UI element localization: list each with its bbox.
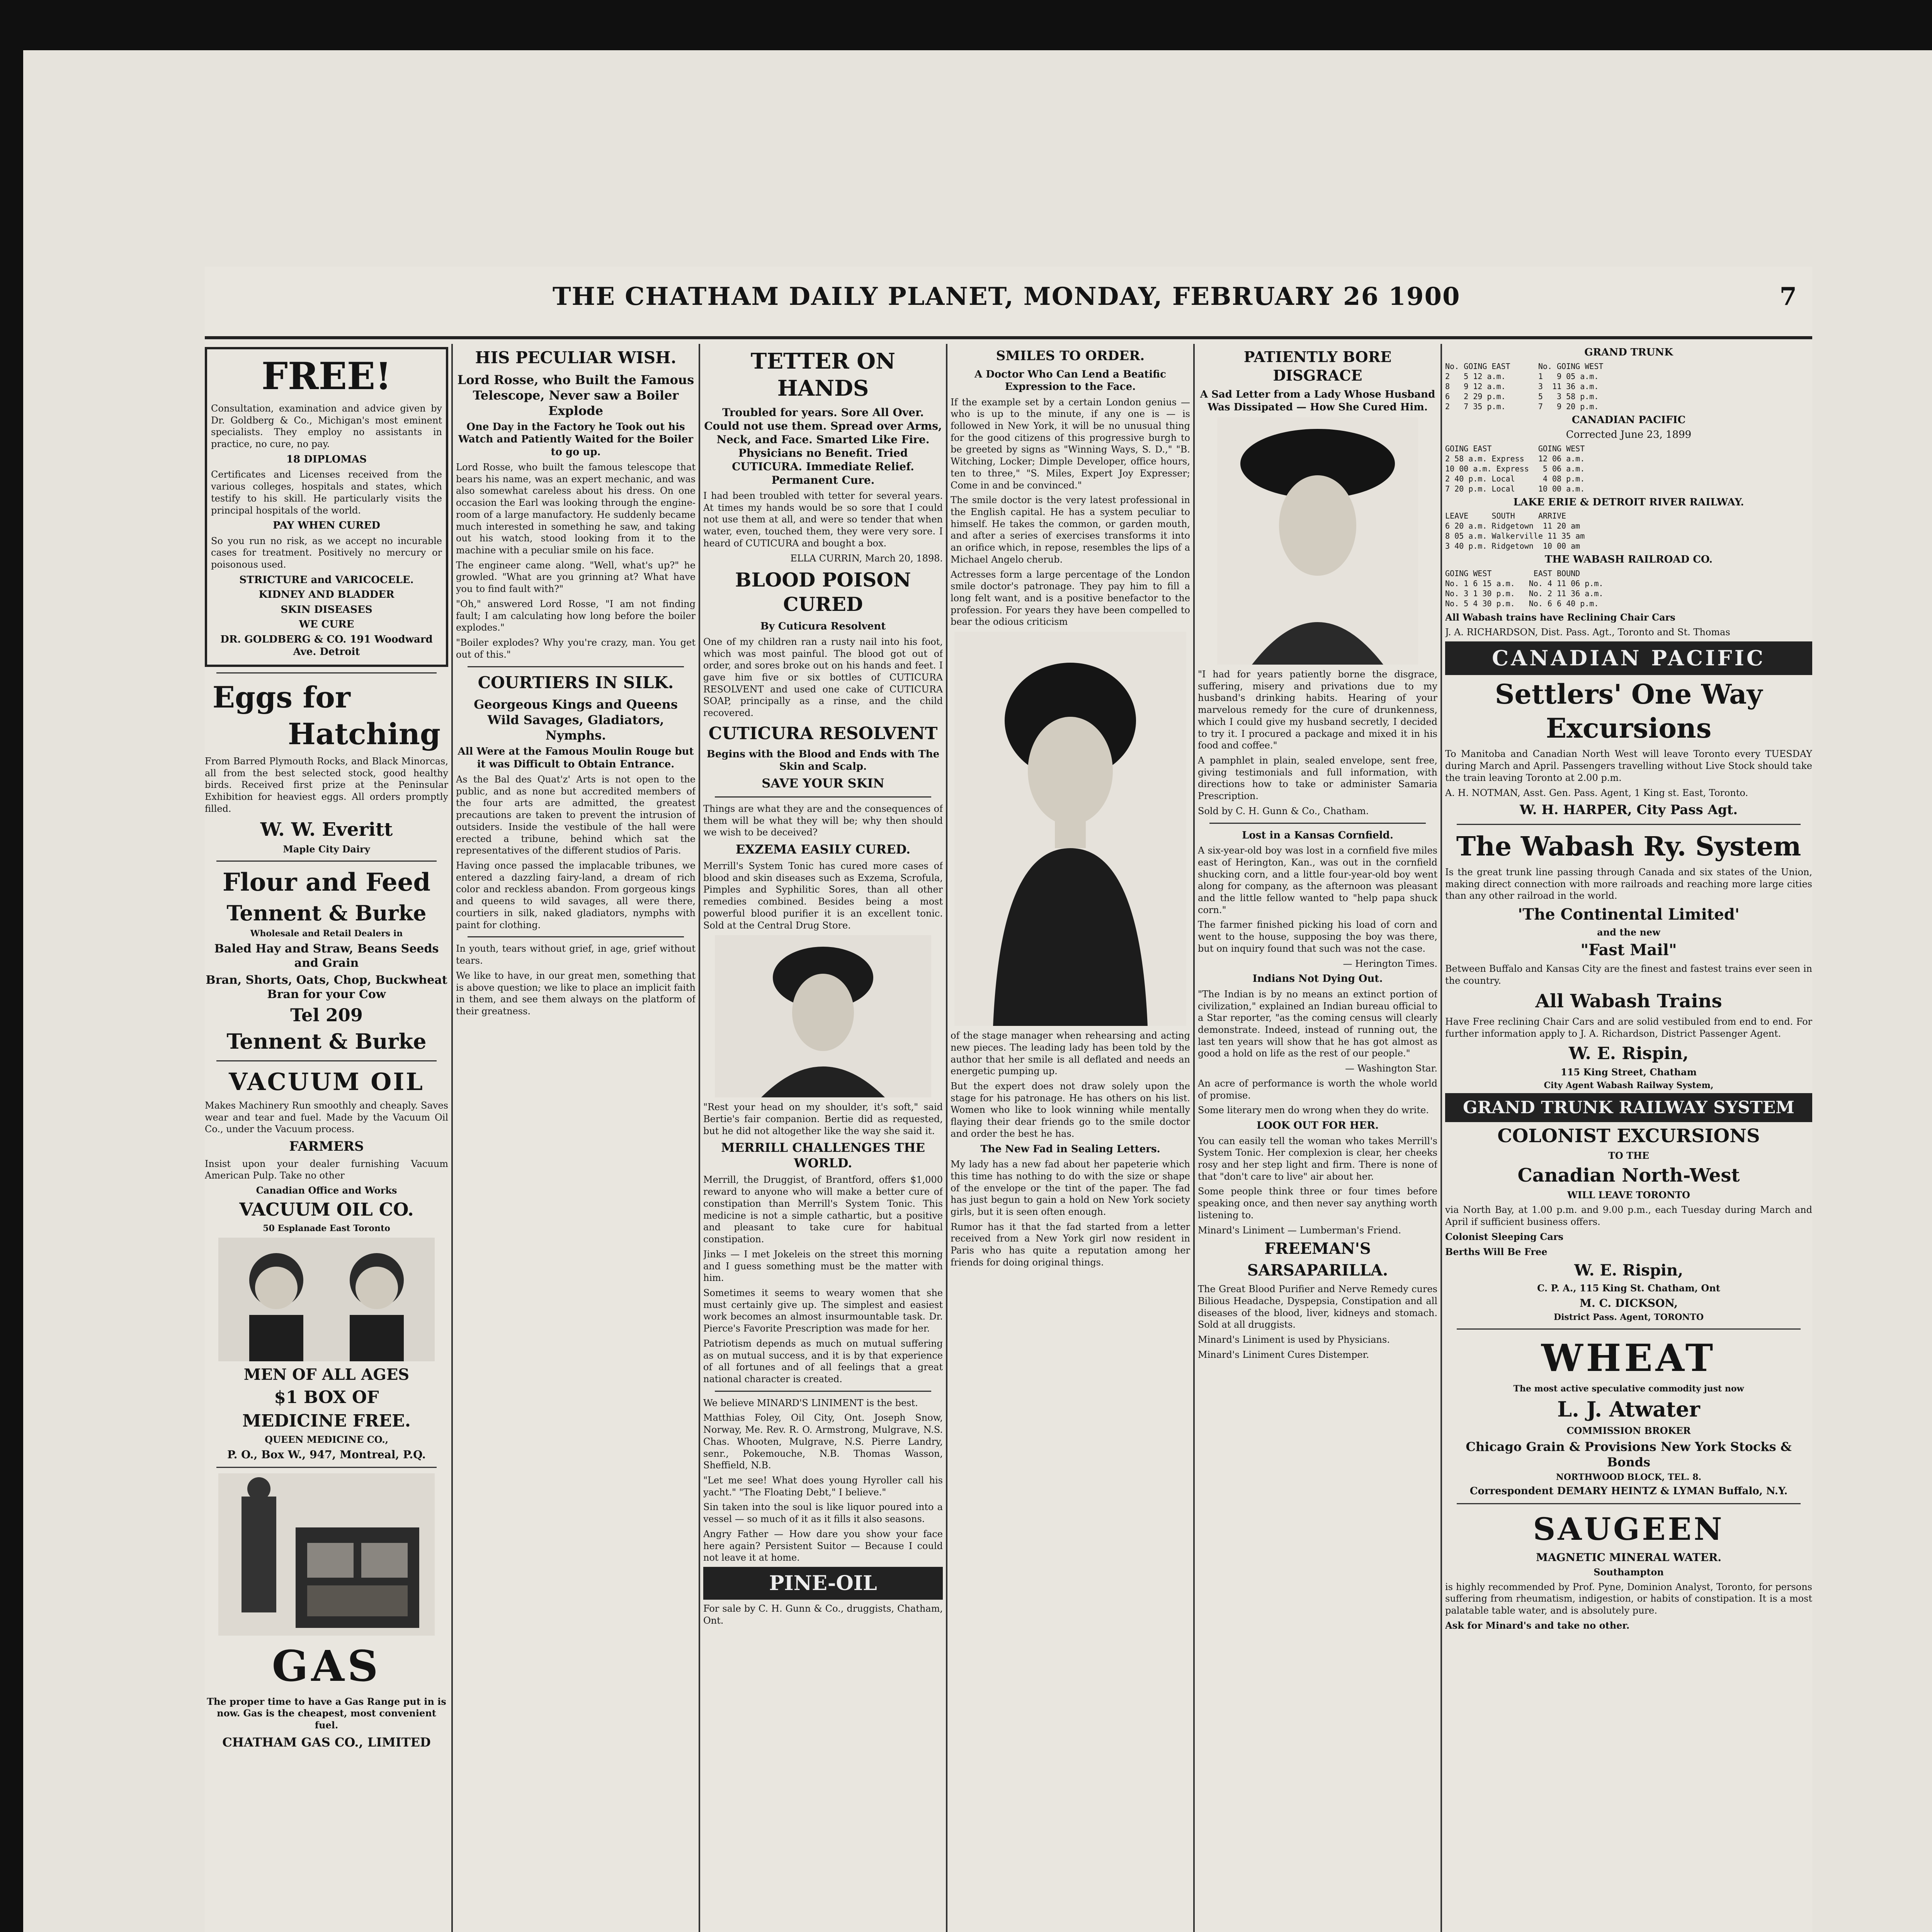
grand-trunk-heading: GRAND TRUNK (1584, 347, 1673, 358)
column-rule (451, 344, 453, 1932)
newspaper-sheet (23, 50, 1932, 1932)
resolvent-deck: Begins with the Blood and Ends with The Skin and Scalp. (706, 748, 940, 773)
canadian-northwest: Canadian North-West (1517, 1165, 1740, 1187)
settlers-agent: A. H. NOTMAN, Asst. Gen. Pass. Agent, 1 King st. East, Toronto. (1445, 787, 1748, 798)
article-paragraph: In youth, tears without grief, in age, grief without tears. (456, 943, 696, 966)
dickson-name: M. C. DICKSON, (1580, 1297, 1678, 1310)
wabash-agent: J. A. RICHARDSON, Dist. Pass. Agt., Toronto and St. Thomas (1445, 627, 1730, 638)
vacuum-company: VACUUM OIL CO. (239, 1199, 414, 1220)
divider (715, 796, 931, 798)
everitt-name: W. W. Everitt (260, 818, 393, 840)
article-paragraph: Sin taken into the soul is like liquor poured into a vessel — so much of it as it fills it also seasons. (703, 1502, 943, 1525)
gas-range-illustration (218, 1473, 435, 1636)
southampton: Southampton (1594, 1566, 1664, 1578)
free-title: FREE! (261, 354, 392, 398)
newspaper-page (205, 267, 1812, 1932)
article-paragraph: A pamphlet in plain, sealed envelope, sent free, giving testimonials and full information, with directions how to take or administer Samaria Prescription. (1198, 755, 1437, 802)
divider (1457, 1503, 1801, 1504)
rispin-title-2: C. P. A., 115 King St. Chatham, Ont (1537, 1282, 1720, 1294)
column-rule (1193, 344, 1195, 1932)
article-paragraph: Angry Father — How dare you show your face here again? Persistent Suitor — Because I could not leave it at home. (703, 1528, 943, 1563)
article-paragraph: Things are what they are and the consequences of them will be what they will be; why then should we wish to be deceived? (703, 803, 943, 838)
article-paragraph: You can easily tell the woman who takes Merrill's System Tonic. Her complexion is clear, her cheeks rosy and her step light and firm. There is none of that "don't care to live" air about her. (1198, 1135, 1437, 1182)
atwater-name: L. J. Atwater (1557, 1397, 1700, 1422)
cure-heading: WE CURE (299, 619, 354, 631)
colonist-title: COLONIST EXCURSIONS (1497, 1125, 1760, 1147)
article-paragraph: If the example set by a certain London genius — who is up to the minute, if any one is — is followed in New York, it will be no unusual thing for the good citizens of this progressive burgh to be greeted by signs as "Winning Ways, S. D.," "B. Witching, Locker; Dimple Developer, office hours, ten to three," "S. Miles, Expert Joy Expresser; Come in and be convinced." (951, 396, 1190, 491)
column-rule (946, 344, 947, 1932)
article-paragraph: "Boiler explodes? Why you're crazy, man. You get out of this." (456, 637, 696, 660)
column-6 (1445, 344, 1812, 1932)
save-skin-heading: SAVE YOUR SKIN (762, 776, 884, 791)
cpr-banner: CANADIAN PACIFIC (1445, 641, 1812, 675)
wabash-system-body: Is the great trunk line passing through Canada and six states of the Union, making direct connection with more railroads and reaching more large cities than any other railroad in the world. (1445, 866, 1812, 901)
canadian-pacific-heading: CANADIAN PACIFIC (1571, 414, 1686, 426)
divider (468, 936, 684, 937)
article-paragraph: As the Bal des Quat'z' Arts is not open to the public, and as none but accredited members of the four arts are admitted, the greatest precautions are taken to prevent the intrusion of outsiders. Inside the vestibule of the hall were erected a tribune, behind which sat the representatives of the different studios of Paris. (456, 774, 696, 856)
minard-line: Minard's Liniment — Lumberman's Friend. (1198, 1225, 1401, 1236)
fast-mail-body: Between Buffalo and Kansas City are the finest and fastest trains ever seen in the country. (1445, 963, 1812, 986)
colonist-body: via North Bay, at 1.00 p.m. and 9.00 p.m., each Tuesday during March and April if sufficient business offers. (1445, 1204, 1812, 1228)
divider (216, 1467, 437, 1468)
tennent-subtitle: Wholesale and Retail Dealers in (250, 929, 403, 939)
pine-oil-sale: For sale by C. H. Gunn & Co., druggists, Chatham, Ont. (703, 1603, 943, 1626)
correspondent: Correspondent DEMARY HEINTZ & LYMAN Buffalo, N.Y. (1469, 1485, 1788, 1497)
merrill-paragraph: Merrill, the Druggist, of Brantford, offers $1,000 reward to anyone who will make a better cure of constipation than Merrill's System Tonic. This medicine is not a simple cathartic, but a positive and pleasant to take cure for habitual constipation. (703, 1174, 943, 1245)
kidney-heading: KIDNEY AND BLADDER (259, 589, 395, 601)
pine-oil-advert: PINE-OIL (703, 1567, 943, 1600)
gas-company: CHATHAM GAS CO., LIMITED (222, 1735, 431, 1750)
grand-trunk-banner: GRAND TRUNK RAILWAY SYSTEM (1445, 1093, 1812, 1122)
wabash-heading: THE WABASH RAILROAD CO. (1544, 554, 1713, 565)
source-credit: — Herington Times. (1343, 958, 1437, 969)
sarsaparilla-body: The Great Blood Purifier and Nerve Remedy cures Bilious Headache, Dyspepsia, Constipation and all diseases of the blood, liver, kidneys and stomach. Sold at all druggists. (1198, 1284, 1437, 1330)
article-headline: HIS PECULIAR WISH. (475, 348, 677, 367)
column-5 (1198, 344, 1437, 1932)
lady-portrait-illustration (715, 935, 931, 1097)
mineral-water: MAGNETIC MINERAL WATER. (1536, 1551, 1722, 1564)
settlers-body: To Manitoba and Canadian North West will leave Toronto every TUESDAY during March and April. Passengers travelling without Live Stock should take the train leaving Toronto at 2.00 p.m. (1445, 748, 1812, 783)
rispin-address: 115 King Street, Chatham (1561, 1066, 1697, 1078)
vacuum-title: VACUUM OIL (229, 1067, 424, 1096)
vacuum-body: Makes Machinery Run smoothly and cheaply. Saves wear and tear and fuel. Made by the Vacuum Oil Co., under the Vacuum process. (205, 1100, 448, 1135)
column-2 (456, 344, 696, 1932)
article-deck: Georgeous Kings and Queens Wild Savages, Gladiators, Nymphs. (474, 697, 678, 743)
column-rule (1440, 344, 1442, 1932)
article-paragraph: "Let me see! What does young Hyroller call his yacht." "The Floating Debt," I believe." (703, 1475, 943, 1498)
sarsaparilla-title: SARSAPARILLA. (1247, 1261, 1388, 1280)
article-paragraph: "The Indian is by no means an extinct portion of civilization," explained an Indian bureau official to a Star reporter, "as the coming census will clearly demonstrate. Indeed, instead of running out, the last ten years will show that he has got almost as good a hold on life as the rest of our people." (1198, 988, 1437, 1059)
article-paragraph: "Oh," answered Lord Rosse, "I am not finding fault; I am calculating how long before the boiler explodes." (456, 598, 696, 633)
to-the: TO THE (1608, 1150, 1649, 1162)
exzema-paragraph: Merrill's System Tonic has cured more cases of blood and skin diseases such as Exzema, Scrofula, Pimples and Syphilitic Sores, than all other remedies combined. Besides being a most powerful blood purifier it is an excellent tonic. Sold at the Central Drug Store. (703, 861, 943, 931)
article-paragraph: My lady has a new fad about her papeterie which this time has nothing to do with the size or shape of the envelope or the tint of the paper. The fad has just begun to gain a hold on New York society girls, but it is seen often enough. (951, 1159, 1190, 1217)
divider (216, 1060, 437, 1061)
northwood-block: NORTHWOOD BLOCK, TEL. 8. (1556, 1472, 1702, 1482)
freeman-title: FREEMAN'S (1264, 1240, 1371, 1258)
article-paragraph: Rumor has it that the fad started from a letter received from a New York girl now resident in Paris who has quite a reputation among her friends for doing original things. (951, 1221, 1190, 1268)
harper-line: W. H. HARPER, City Pass Agt. (1519, 802, 1738, 818)
cuticura-deck: Troubled for years. Sore All Over. Could not use them. Spread over Arms, Neck, and Face. Smarted Like Fire. Physicians no Benefit. Tried CUTICURA. Immediate Relief. Permanent Cure. (704, 406, 942, 486)
pay-body: So you run no risk, as we accept no incurable cases for treatment. Positively no mercury or poisonous used. (211, 535, 442, 570)
cornfield-headline: Lost in a Kansas Cornfield. (1242, 829, 1393, 841)
actress-portrait-illustration (954, 632, 1186, 1026)
all-wabash-body: Have Free reclining Chair Cars and are solid vestibuled from end to end. For further information apply to J. A. Richardson, District Passenger Agent. (1445, 1016, 1812, 1039)
wabash-note: All Wabash trains have Reclining Chair Cars (1445, 611, 1675, 623)
free-advert (205, 347, 448, 667)
grand-trunk-timetable: No. GOING EAST No. GOING WEST 2 5 12 a.m. 1 9 05 a.m. 8 9 12 a.m. 3 11 36 a.m. 6 2 29 p.m. 5 3 58 p.m. 2 7 35 p.m. 7 9 20 p.m. (1445, 361, 1604, 411)
eggs-body: From Barred Plymouth Rocks, and Black Minorcas, all from the best selected stock, good healthy birds. Received first prize at the Peninsular Exhibition for heaviest eggs. All orders promptly filled. (205, 755, 448, 814)
lerr-timetable: LEAVE SOUTH ARRIVE 6 20 a.m. Ridgetown 11 20 am 8 05 a.m. Walkerville 11 35 am 3 40 p.m. Ridgetown 10 00 am (1445, 511, 1585, 551)
lerr-heading: LAKE ERIE & DETROIT RIVER RAILWAY. (1513, 496, 1744, 508)
po-box: P. O., Box W., 947, Montreal, P.Q. (227, 1448, 426, 1461)
rispin-office: City Agent Wabash Railway System, (1544, 1080, 1714, 1090)
article-paragraph: "I had for years patiently borne the disgrace, suffering, misery and privations due to my husband's drinking habits. Hearing of your marvelous remedy for the cure of drunkenness, which I could give my husband secretly, I decided to try it. I procured a package and mixed it in his food and coffee." (1198, 669, 1437, 751)
divider (468, 666, 684, 667)
masthead (205, 267, 1812, 332)
article-paragraph: Patriotism depends as much on mutual suffering as on mutual success, and it is by that experience of all fortunes and of all feelings that a great national character is created. (703, 1338, 943, 1384)
cp-timetable: GOING EAST GOING WEST 2 58 a.m. Express 12 06 a.m. 10 00 a.m. Express 5 06 a.m. 2 40 p.m. Local 4 08 p.m. 7 20 p.m. Local 10 00 a.m. (1445, 444, 1585, 493)
minard-line: Minard's Liniment Cures Distemper. (1198, 1349, 1369, 1360)
article-paragraph: Some people think three or four times before speaking once, and then never say anything worth listening to. (1198, 1186, 1437, 1221)
wheat-body: The most active speculative commodity just now (1513, 1383, 1744, 1394)
minard-ask: Ask for Minard's and take no other. (1445, 1619, 1630, 1631)
sold-by: Sold by C. H. Gunn & Co., Chatham. (1198, 805, 1369, 816)
source-credit: — Washington Star. (1345, 1063, 1437, 1074)
eggs-title-2: Hatching (288, 716, 440, 751)
article-deck-2: One Day in the Factory he Took out his Watch and Patiently Waited for the Boiler to go up. (458, 421, 694, 458)
article-paragraph: "Rest your head on my shoulder, it's soft," said Bertie's fair companion. Bertie did as requested, but he did not altogether like the way she said it. (703, 1102, 943, 1136)
medicine-heading: MEDICINE FREE. (242, 1411, 411, 1431)
eggs-title-1: Eggs for (213, 680, 350, 714)
article-paragraph: Actresses form a large percentage of the London smile doctor's patronage. They pay him to fill a long felt want, and is a positive benefactor to the profession. For years they have been compelled to bear the odious criticism (951, 569, 1190, 628)
divider (1209, 823, 1426, 824)
free-body: Consultation, examination and advice given by Dr. Goldberg & Co., Michigan's most eminent specialists. They employ no assistants in practice, no cure, no pay. (211, 403, 442, 450)
tennent-name: Tennent & Burke (226, 900, 427, 925)
dairy-name: Maple City Dairy (283, 843, 370, 855)
article-paragraph: An acre of performance is worth the whole world of promise. (1198, 1078, 1437, 1101)
grain-line: Chicago Grain & Provisions New York Stocks & Bonds (1466, 1439, 1792, 1469)
diplomas-heading: 18 DIPLOMAS (286, 453, 367, 465)
merrill-heading: MERRILL CHALLENGES THE WORLD. (721, 1140, 925, 1171)
column-3 (703, 344, 943, 1932)
article-paragraph: Some literary men do wrong when they do write. (1198, 1105, 1429, 1116)
wheat-title: WHEAT (1541, 1336, 1716, 1380)
berths-free: Berths Will Be Free (1445, 1246, 1548, 1257)
smiles-headline: SMILES TO ORDER. (996, 348, 1145, 364)
farmers-heading: FARMERS (289, 1139, 364, 1155)
article-paragraph: Having once passed the implacable tribunes, we entered a dazzling fairy-land, a dream of rich color and reckless abandon. From gorgeous kings and queens to wild savages, all were there, courtiers in silk, naked gladiators, nymphs with paint for clothing. (456, 860, 696, 930)
dickson-title: District Pass. Agent, TORONTO (1554, 1312, 1704, 1323)
hay-line: Baled Hay and Straw, Beans Seeds and Grain (214, 942, 439, 970)
rispin-name: W. E. Rispin, (1568, 1043, 1689, 1063)
minard-paragraph: We believe MINARD'S LINIMENT is the best. (703, 1397, 918, 1408)
vacuum-address: 50 Esplanade East Toronto (263, 1223, 390, 1233)
article-paragraph: We like to have, in our great men, something that is above question; we like to place an implicit faith in them, and see them always on the platform of their greatness. (456, 970, 696, 1017)
minard-line: Minard's Liniment is used by Physicians. (1198, 1334, 1390, 1345)
telephone: Tel 209 (290, 1004, 363, 1026)
divider (1457, 824, 1801, 825)
article-deck-2: All Were at the Famous Moulin Rouge but it was Difficult to Obtain Entrance. (457, 746, 694, 770)
article-paragraph: But the expert does not draw solely upon the stage for his patronage. He has others on his list. Women who like to look winning while mentally flaying their dear friends go to the smile doctor and order the best he has. (951, 1081, 1190, 1139)
lady-with-hat-illustration (1217, 417, 1418, 665)
smiles-deck: A Doctor Who Can Lend a Beatific Expression to the Face. (975, 368, 1166, 393)
and-the-new: and the new (1597, 926, 1660, 938)
article-paragraph: Jinks — I met Jokeleis on the street this morning and I guess something must be the matter with him. (703, 1248, 943, 1284)
gas-title: GAS (272, 1641, 381, 1691)
skin-heading: SKIN DISEASES (281, 604, 372, 616)
article-paragraph: Lord Rosse, who built the famous telescope that bears his name, was an expert mechanic, and was also somewhat careless about his dress. On one occasion the Earl was looking through the engine-room of a large manufactory. He suddenly became much interested in something he saw, and taking out his watch, stood looking from it to the machine with a peculiar smile on his face. (456, 462, 696, 556)
blood-poison-deck: By Cuticura Resolvent (760, 621, 886, 633)
column-4 (951, 344, 1190, 1932)
divider (216, 672, 437, 673)
will-leave: WILL LEAVE TORONTO (1567, 1189, 1690, 1201)
tennent-name-2: Tennent & Burke (226, 1029, 427, 1054)
saugeen-title: SAUGEEN (1533, 1510, 1725, 1547)
article-headline: COURTIERS IN SILK. (478, 673, 674, 692)
queen-company: QUEEN MEDICINE CO., (265, 1434, 388, 1446)
canadian-office: Canadian Office and Works (256, 1185, 397, 1196)
men-portraits-illustration (218, 1238, 435, 1361)
fast-mail: "Fast Mail" (1580, 940, 1677, 959)
stricture-heading: STRICTURE and VARICOCELE. (239, 574, 414, 586)
sealing-headline: The New Fad in Sealing Letters. (980, 1143, 1160, 1155)
colonist-cars: Colonist Sleeping Cars (1445, 1231, 1564, 1242)
minard-names: Matthias Foley, Oil City, Ont. Joseph Snow, Norway, Me. Rev. R. O. Armstrong, Mulgrave, N.S. Chas. Whooten, Mulgrave, N.S. Pierre Landry, senr., Pokemouche, N.B. Thomas Wasson, Sheffield, N.B. (703, 1412, 943, 1471)
cp-corrected: Corrected June 23, 1899 (1566, 429, 1692, 440)
lookout-headline: LOOK OUT FOR HER. (1257, 1120, 1379, 1131)
article-paragraph: A six-year-old boy was lost in a cornfield five miles east of Herington, Kan., was out in the cornfield shucking corn, and a little four-year-old boy went along for company, as the afternoon was pleasant and the little fellow wanted to "help papa shuck corn." (1198, 845, 1437, 915)
disgrace-headline: PATIENTLY BORE DISGRACE (1243, 348, 1392, 384)
divider (216, 861, 437, 862)
column-1 (205, 344, 448, 1932)
divider (1457, 1328, 1801, 1330)
diplomas-body: Certificates and Licenses received from the various colleges, hospitals and states, which testify to his skill. He particularly visits the principal hospitals of the world. (211, 469, 442, 516)
settlers-title: Settlers' One Way Excursions (1495, 678, 1763, 744)
newspaper-title: THE CHATHAM DAILY PLANET, MONDAY, FEBRUARY 26 1900 (553, 282, 1461, 311)
commission-broker: COMMISSION BROKER (1566, 1425, 1691, 1436)
men-heading: MEN OF ALL AGES (243, 1366, 410, 1384)
disgrace-deck: A Sad Letter from a Lady Whose Husband Was Dissipated — How She Cured Him. (1200, 389, 1435, 413)
continental-limited: 'The Continental Limited' (1518, 905, 1740, 923)
article-paragraph: The engineer came along. "Well, what's up?" he growled. "What are you grinning at? What have you to find fault with?" (456, 560, 696, 595)
gas-body: The proper time to have a Gas Range put in is now. Gas is the cheapest, most convenient fuel. (207, 1696, 446, 1731)
goldberg-signature: DR. GOLDBERG & CO. 191 Woodward Ave. Detroit (220, 633, 433, 658)
article-paragraph: The smile doctor is the very latest professional in the English capital. He has a system peculiar to himself. He takes the common, or garden mouth, and after a series of exercises transforms it into an orifice which, in repose, resembles the lips of a Michael Angelo cherub. (951, 495, 1190, 565)
box-heading: $1 BOX OF (274, 1388, 379, 1408)
cuticura-paragraph: I had been troubled with tetter for several years. At times my hands would be so sore that I could not use them at all, and were so tender that when water, even, touched them, they were very sore. I heard of CUTICURA and bought a box. (703, 490, 943, 549)
indians-headline: Indians Not Dying Out. (1252, 973, 1383, 985)
bran-line: Bran, Shorts, Oats, Chop, Buckwheat Bran for your Cow (206, 973, 447, 1001)
article-paragraph: The farmer finished picking his load of corn and went to the house, supposing the boy was there, but on inquiry found that such was not the case. (1198, 919, 1437, 954)
flour-title: Flour and Feed (222, 867, 431, 897)
divider (715, 1391, 931, 1392)
rispin-name-2: W. E. Rispin, (1574, 1261, 1683, 1280)
resolvent-headline: CUTICURA RESOLVENT (708, 723, 938, 743)
page-number: 7 (1779, 282, 1797, 311)
saugeen-body: is highly recommended by Prof. Pyne, Dominion Analyst, Toronto, for persons suffering from rheumatism, indigestion, or habits of constipation. It is a most palatable table water, and is absolutely pure. (1445, 1581, 1812, 1616)
cuticura-headline: TETTER ON HANDS (750, 349, 896, 401)
article-paragraph: Sometimes it seems to weary women that she must certainly give up. The simplest and easiest work becomes an almost insurmountable task. Dr. Pierce's Favorite Prescription was made for her. (703, 1287, 943, 1334)
exzema-heading: EXZEMA EASILY CURED. (735, 842, 911, 857)
column-rule (699, 344, 700, 1932)
blood-poison-headline: BLOOD POISON CURED (735, 568, 911, 616)
cuticura-signature: ELLA CURRIN, March 20, 1898. (790, 553, 943, 564)
masthead-rule (205, 336, 1812, 339)
wabash-timetable: GOING WEST EAST BOUND No. 1 6 15 a.m. No. 4 11 06 p.m. No. 3 1 30 p.m. No. 2 11 36 a.m. No. 5 4 30 p.m. No. 6 6 40 p.m. (1445, 568, 1604, 608)
blood-poison-paragraph: One of my children ran a rusty nail into his foot, which was most painful. The blood got out of order, and sores broke out on his hands and feet. I gave him five or six bottles of CUTICURA RESOLVENT and used one cake of CUTICURA SOAP, principally as a rinse, and the child recovered. (703, 636, 943, 719)
article-paragraph: of the stage manager when rehearsing and acting new pieces. The leading lady has been told by the author that her smile is all deflated and needs an energetic pumping up. (951, 1030, 1190, 1077)
article-deck: Lord Rosse, who Built the Famous Telescope, Never saw a Boiler Explode (457, 372, 694, 418)
wabash-system-title: The Wabash Ry. System (1456, 831, 1801, 862)
farmers-body: Insist upon your dealer furnishing Vacuum American Pulp. Take no other (205, 1158, 448, 1181)
pay-heading: PAY WHEN CURED (273, 520, 380, 532)
all-wabash-trains: All Wabash Trains (1535, 990, 1722, 1012)
